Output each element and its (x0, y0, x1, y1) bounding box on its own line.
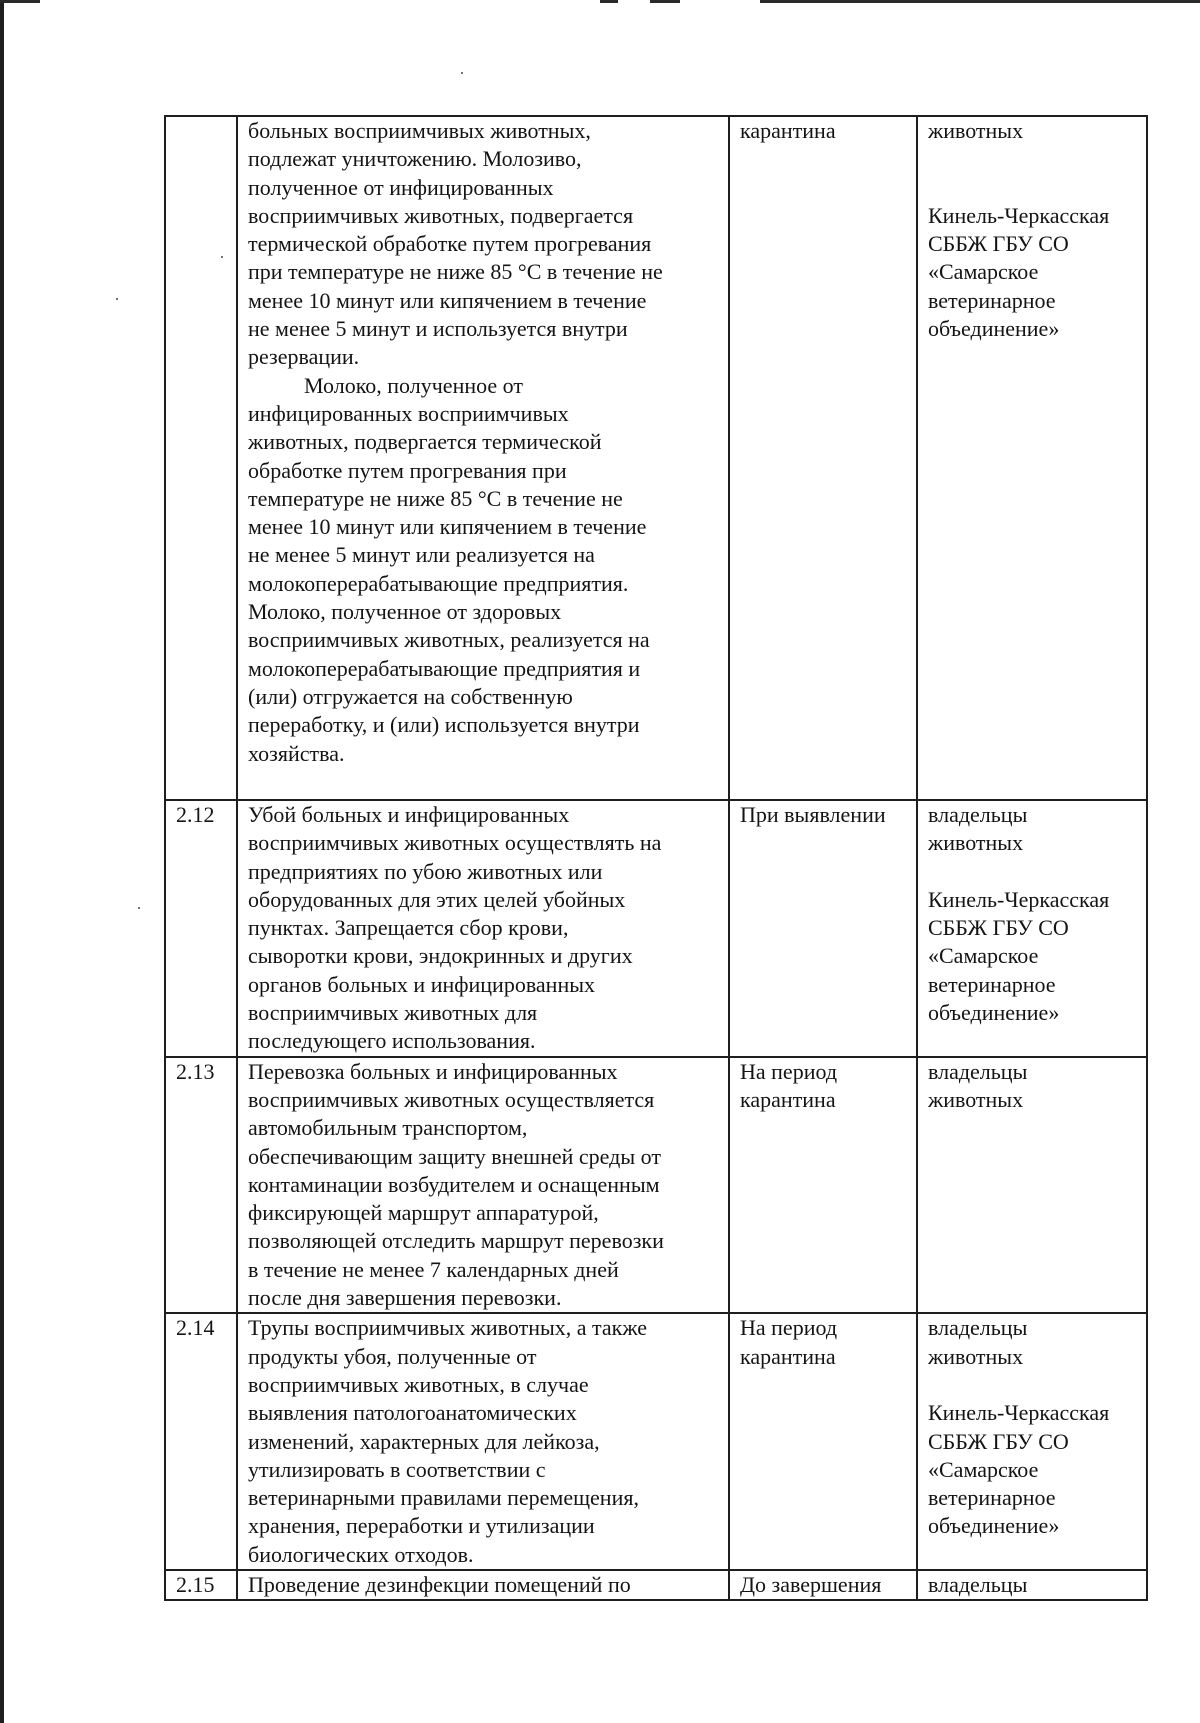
scan-speck (138, 907, 140, 909)
measure-description: Убой больных и инфицированных восприимчивых животных осуществлять на предприятиях по убою животных или оборудованных для этих целей убойных пунктах. Запрещается сбор крови, сыворотки крови, эндокринных и других органов больных и инфицированных восприимчивых животных для последующего использования. (237, 800, 729, 1057)
scan-top-edge (0, 0, 1200, 3)
table-row (165, 1313, 1147, 1570)
table-row (165, 116, 1147, 800)
row-number: 2.12 (165, 800, 237, 1057)
scan-speck (116, 298, 118, 300)
measures-table (164, 115, 1148, 1601)
measure-term: На период карантина (729, 1057, 917, 1314)
scan-left-edge (0, 0, 4, 1723)
row-number: 2.14 (165, 1313, 237, 1570)
row-number: 2.15 (165, 1570, 237, 1600)
measure-term: До завершения (729, 1570, 917, 1600)
measure-description: Перевозка больных и инфицированных восприимчивых животных осуществляется автомобильным транспортом, обеспечивающим защиту внешней среды от контаминации возбудителем и оснащенным фиксирующей маршрут аппаратурой, позволяющей отследить маршрут перевозки в течение не менее 7 календарных дней после дня завершения перевозки. (237, 1057, 729, 1314)
measure-responsible: владельцы животных Кинель-Черкасская СББЖ ГБУ СО «Самарское ветеринарное объединение» (917, 1313, 1147, 1570)
measure-description: Трупы восприимчивых животных, а также продукты убоя, полученные от восприимчивых животных, в случае выявления патологоанатомических изменений, характерных для лейкоза, утилизировать в соответствии с ветеринарными правилами перемещения, хранения, переработки и утилизации биологических отходов. (237, 1313, 729, 1570)
measure-responsible: животных Кинель-Черкасская СББЖ ГБУ СО «Самарское ветеринарное объединение» (917, 116, 1147, 800)
measure-term: На период карантина (729, 1313, 917, 1570)
measure-term: При выявлении (729, 800, 917, 1057)
measure-responsible: владельцы животных Кинель-Черкасская СББЖ ГБУ СО «Самарское ветеринарное объединение» (917, 800, 1147, 1057)
measure-responsible: владельцы животных (917, 1057, 1147, 1314)
table-row (165, 1057, 1147, 1314)
scan-speck (461, 72, 463, 74)
measure-description: больных восприимчивых животных, подлежат уничтожению. Молозиво, полученное от инфицированных восприимчивых животных, подвергается термической обработке путем прогревания при температуре не ниже 85 °С в течение не менее 10 минут или кипячением в течение не менее 5 минут и используется внутри резервации. Молоко, полученное от инфицированных восприимчивых животных, подвергается термической обработке путем прогревания при температуре не ниже 85 °С в течение не менее 10 минут или кипячением в течение не менее 5 минут или реализуется на молокоперерабатывающие предприятия. Молоко, полученное от здоровых восприимчивых животных, реализуется на молокоперерабатывающие предприятия и (или) отгружается на собственную переработку, и (или) используется внутри хозяйства. (237, 116, 729, 800)
table-row (165, 800, 1147, 1057)
row-number: 2.13 (165, 1057, 237, 1314)
measure-term: карантина (729, 116, 917, 800)
measure-responsible: владельцы (917, 1570, 1147, 1600)
row-number (165, 116, 237, 800)
measure-description: Проведение дезинфекции помещений по (237, 1570, 729, 1600)
table-row (165, 1570, 1147, 1600)
